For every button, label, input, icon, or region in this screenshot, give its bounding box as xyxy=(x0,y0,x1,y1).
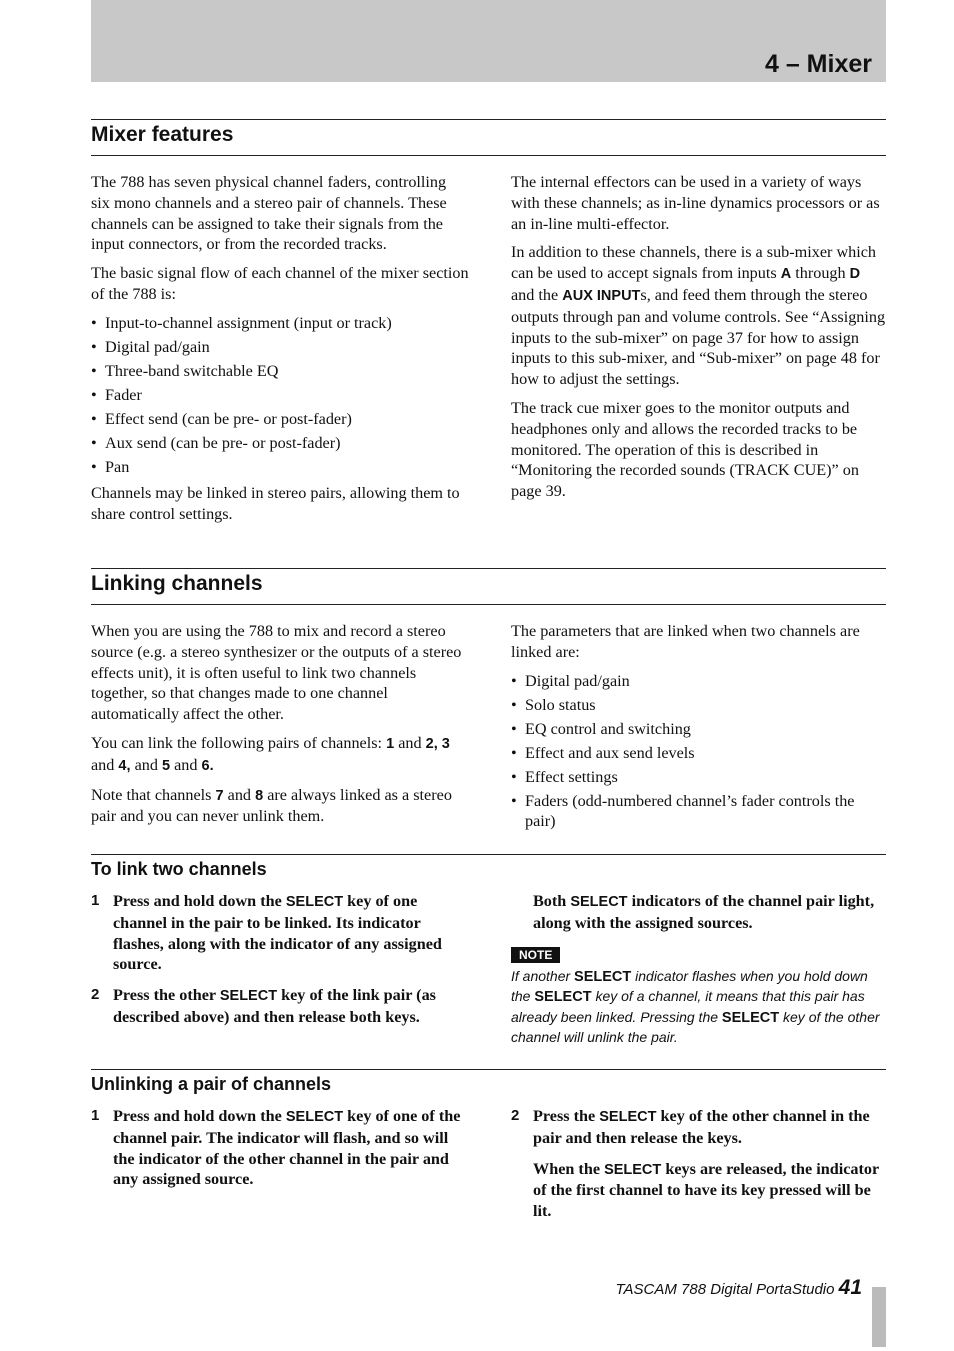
paragraph: The parameters that are linked when two channels are linked are: xyxy=(511,622,860,661)
text-run: key of the link pair (as described above) and then release both keys. xyxy=(113,986,436,1026)
text-run: and xyxy=(91,755,119,774)
paragraph: The track cue mixer goes to the monitor outputs and headphones only and allows the recorded tracks to be monitored. The operation of this is described in “Monitoring the recorded sounds (TRACK CUE)” on page 39. xyxy=(511,398,859,501)
text-run: key of the other channel in the pair and then release the keys. xyxy=(533,1107,870,1147)
to-link-left-column xyxy=(91,891,469,1038)
linking-right-column xyxy=(511,621,886,838)
chapter-header-band xyxy=(91,0,886,82)
text-run: Press and hold down the xyxy=(113,1107,286,1125)
list-item: • EQ control and switching xyxy=(511,719,886,740)
text-run: key of one channel in the pair to be linked. Its indicator flashes, along with the indicator of any assigned source. xyxy=(113,892,442,974)
key-label: SELECT xyxy=(574,968,632,985)
key-label: SELECT xyxy=(604,1161,662,1178)
channel-number: 5 xyxy=(161,757,171,774)
step-number: 2 xyxy=(91,986,100,1004)
key-label: D xyxy=(849,266,861,283)
section-rule-top xyxy=(91,568,886,569)
channel-number: 6. xyxy=(201,757,214,774)
subsection-title-to-link: To link two channels xyxy=(91,859,267,879)
chapter-title: 4 – Mixer xyxy=(764,50,872,78)
procedure-step xyxy=(511,1106,886,1149)
procedure-step xyxy=(91,891,469,975)
text-run: indicator flashes when you hold down the xyxy=(511,967,868,1005)
text-run: are always linked as a stereo pair and you can never unlink them. xyxy=(91,785,452,826)
subsection-rule xyxy=(91,1069,886,1070)
list-item: • Solo status xyxy=(511,695,886,716)
text-run: and xyxy=(394,733,426,752)
key-label: A xyxy=(780,266,792,283)
text-run: When the xyxy=(533,1159,605,1178)
key-label: SELECT xyxy=(599,1109,657,1125)
text-run: key of a channel, it means that this pair has already been linked. Pressing the xyxy=(511,988,865,1025)
linked-parameters-list xyxy=(511,671,886,833)
text-run: and xyxy=(223,785,256,804)
text-run: key of one of the channel pair. The indicator will flash, and so will the indicator of the other channel in the pair and any assigned source. xyxy=(113,1107,461,1189)
text-run: and xyxy=(130,755,162,774)
step-continuation xyxy=(511,1159,886,1222)
text-run: keys are released, the indicator of the first channel to have its key pressed will be lit. xyxy=(533,1159,879,1221)
channel-number: 7 xyxy=(215,787,224,804)
signal-flow-list xyxy=(91,313,469,478)
subsection-rule xyxy=(91,854,886,855)
text-run: indicators of the channel pair light, along with the assigned sources. xyxy=(533,892,875,932)
note-text xyxy=(511,967,886,1048)
mixer-features-left-column xyxy=(91,172,469,533)
text-run: s, and feed them through the stereo outputs through pan and volume controls. See “Assigning inputs to the sub-mixer” on page 37 for how to assign inputs to this sub-mixer, and “Sub-mixer” on page 48 for how to adjust the settings. xyxy=(511,285,886,389)
list-item: • Input-to-channel assignment (input or track) xyxy=(91,313,469,334)
text-run: In addition to these channels, there is a sub-mixer which can be used to accept signals from inputs xyxy=(511,243,877,283)
list-item: • Effect and aux send levels xyxy=(511,743,886,764)
subsection-title-unlinking: Unlinking a pair of channels xyxy=(91,1074,332,1094)
key-label: SELECT xyxy=(285,894,344,910)
unlinking-right-column xyxy=(511,1106,886,1232)
step-number: 1 xyxy=(91,892,100,909)
procedure-step xyxy=(91,985,469,1028)
section-rule-top xyxy=(91,119,886,120)
unlinking-left-column xyxy=(91,1106,469,1200)
text-run: and the xyxy=(511,285,563,304)
key-label: AUX INPUT xyxy=(562,287,641,304)
text-run: Note that channels xyxy=(91,785,216,804)
paragraph: When you are using the 788 to mix and record a stereo source (e.g. a stereo synthesizer or the outputs of a stereo effects unit), it is often useful to link two channels together, so that changes made to one channel automatically affect the other. xyxy=(91,622,462,724)
procedure-step xyxy=(91,1106,469,1190)
list-item: • Three-band switchable EQ xyxy=(91,361,469,382)
step-number: 2 xyxy=(511,1107,520,1124)
text-run: Press the other xyxy=(113,986,220,1005)
text-run: key of the other channel will unlink the pair. xyxy=(511,1008,880,1046)
channel-number: 8 xyxy=(255,787,264,804)
text-run: Press the xyxy=(533,1107,600,1125)
mixer-features-right-column xyxy=(511,172,886,510)
paragraph: Channels may be linked in stereo pairs, allowing them to share control settings. xyxy=(91,484,460,524)
text-run: If another xyxy=(511,967,575,984)
list-item: • Pan xyxy=(91,457,469,478)
paragraph: The internal effectors can be used in a variety of ways with these channels; as in-line dynamics processors or as an in-line multi-effector. xyxy=(511,173,880,233)
list-item: • Effect send (can be pre- or post-fader) xyxy=(91,409,469,430)
page-number: 41 xyxy=(838,1276,862,1299)
page-edge-tab xyxy=(872,1287,886,1347)
key-label: SELECT xyxy=(285,1109,344,1125)
footer-product: TASCAM 788 Digital PortaStudio xyxy=(615,1281,839,1298)
linking-left-column xyxy=(91,621,469,835)
step-number: 1 xyxy=(91,1107,100,1124)
list-item: • Fader xyxy=(91,385,469,406)
key-label: SELECT xyxy=(219,988,278,1005)
section-rule-bottom xyxy=(91,155,886,156)
channel-number: 1 xyxy=(386,735,395,752)
channel-number: 4, xyxy=(118,757,131,774)
key-label: SELECT xyxy=(721,1009,780,1026)
page-footer xyxy=(615,1276,862,1300)
section-title-linking-channels: Linking channels xyxy=(91,572,263,595)
list-item: • Digital pad/gain xyxy=(91,337,469,358)
text-run: through xyxy=(791,264,850,283)
note-badge: NOTE xyxy=(511,947,560,963)
channel-number: 2, xyxy=(425,735,438,752)
paragraph xyxy=(91,785,469,828)
to-link-right-column xyxy=(511,891,886,1048)
section-title-mixer-features: Mixer features xyxy=(91,123,234,146)
text-run: You can link the following pairs of channels: xyxy=(91,733,387,752)
list-item: • Faders (odd-numbered channel’s fader controls the pair) xyxy=(511,791,886,833)
list-item: • Digital pad/gain xyxy=(511,671,886,692)
section-rule-bottom xyxy=(91,604,886,605)
text-run: Press and hold down the xyxy=(113,892,286,910)
text-run: and xyxy=(170,755,202,774)
paragraph: The basic signal flow of each channel of the mixer section of the 788 is: xyxy=(91,264,469,303)
list-item: • Aux send (can be pre- or post-fader) xyxy=(91,433,469,454)
text-run: Both xyxy=(533,892,571,910)
paragraph: The 788 has seven physical channel faders, controlling six mono channels and a stereo pair of channels. These channels can be assigned to take their signals from the input connectors, or from the recorded tracks. xyxy=(91,173,447,254)
key-label: SELECT xyxy=(534,989,592,1006)
channel-number: 3 xyxy=(441,735,450,752)
list-item: • Effect settings xyxy=(511,767,886,788)
step-continuation xyxy=(511,891,886,934)
paragraph xyxy=(511,242,886,390)
key-label: SELECT xyxy=(570,894,628,910)
paragraph xyxy=(91,733,469,777)
